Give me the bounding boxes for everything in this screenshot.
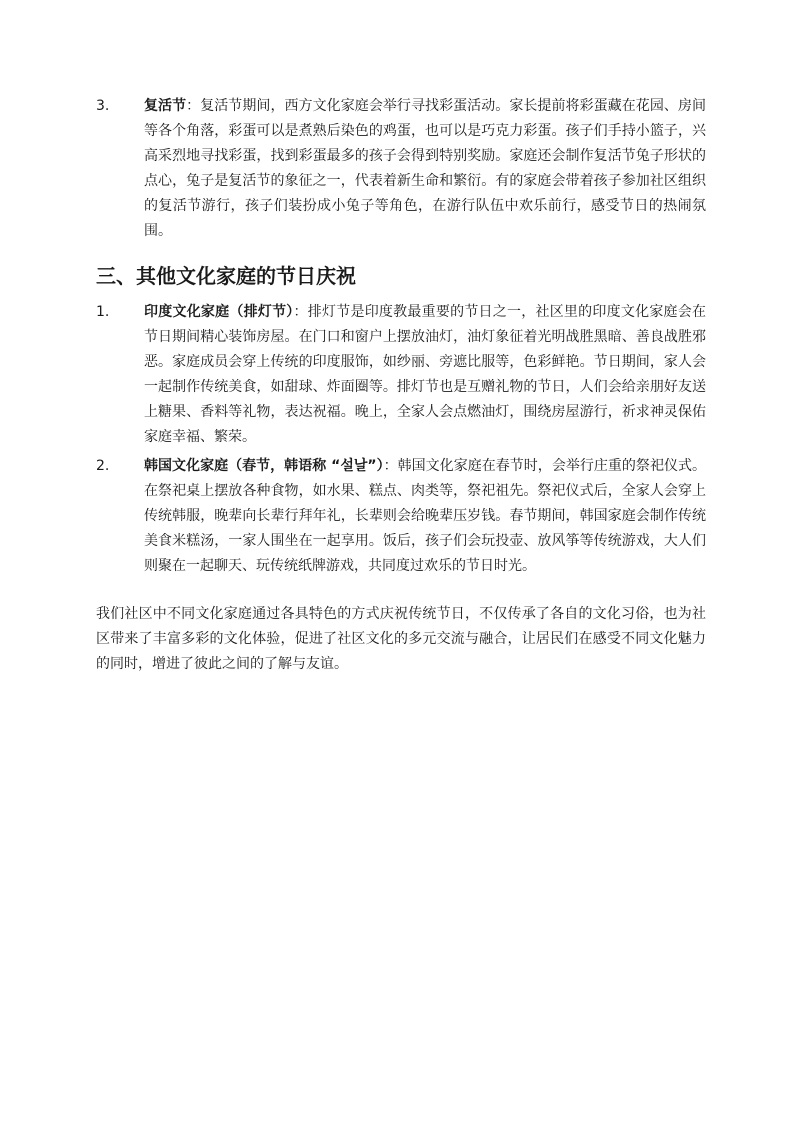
list-item-korea — [96, 454, 706, 579]
list-item-text: ：排灯节是印度教最重要的节日之一，社区里的印度文化家庭会在节日期间精心装饰房屋。在门口和窗户上摆放油灯，油灯象征着光明战胜黑暗、善良战胜邪恶。家庭成员会穿上传统的印度服饰，如纱丽、旁遮比服等，色彩鲜艳。节日期间，家人会一起制作传统美食，如甜球、炸面圈等。排灯节也是互赠礼物的节日，人们会给亲朋好友送上糖果、香料等礼物，表达祝福。晚上，全家人会点燃油灯，围绕房屋游行，祈求神灵保佑家庭幸福、繁荣。 — [144, 304, 707, 445]
section-heading: 三、其他文化家庭的节日庆祝 — [96, 264, 356, 288]
list-number: 2. — [96, 458, 110, 474]
list-item-easter — [96, 94, 706, 244]
list-item-india — [96, 300, 706, 450]
list-number: 1. — [96, 304, 110, 320]
list-item-title: 韩国文化家庭（春节，韩语称 “설날”） — [144, 458, 384, 474]
list-item-text: ：复活节期间，西方文化家庭会举行寻找彩蛋活动。家长提前将彩蛋藏在花园、房间等各个角落，彩蛋可以是煮熟后染色的鸡蛋，也可以是巧克力彩蛋。孩子们手持小篮子，兴高采烈地寻找彩蛋，找到彩蛋最多的孩子会得到特别奖励。家庭还会制作复活节兔子形状的点心，兔子是复活节的象征之一，代表着新生命和繁衍。有的家庭会带着孩子参加社区组织的复活节游行，孩子们装扮成小兔子等角色，在游行队伍中欢乐前行，感受节日的热闹氛围。 — [144, 98, 707, 239]
list-item-text: ：韩国文化家庭在春节时，会举行庄重的祭祀仪式。在祭祀桌上摆放各种食物，如水果、糕点、肉类等，祭祀祖先。祭祀仪式后，全家人会穿上传统韩服，晚辈向长辈行拜年礼，长辈则会给晚辈压岁钱。春节期间，韩国家庭会制作传统美食米糕汤，一家人围坐在一起享用。饭后，孩子们会玩投壶、放风筝等传统游戏，大人们则聚在一起聊天、玩传统纸牌游戏，共同度过欢乐的节日时光。 — [144, 458, 706, 574]
list-item-body — [144, 94, 706, 244]
list-item-body — [144, 300, 706, 450]
list-item-title: 印度文化家庭（排灯节） — [144, 304, 294, 320]
list-number: 3. — [96, 98, 110, 114]
list-item-title: 复活节 — [144, 98, 187, 114]
list-item-body — [144, 454, 706, 579]
closing-paragraph: 我们社区中不同文化家庭通过各具特色的方式庆祝传统节日，不仅传承了各自的文化习俗，也为社区带来了丰富多彩的文化体验，促进了社区文化的多元交流与融合，让居民们在感受不同文化魅力的同时，增进了彼此之间的了解与友谊。 — [96, 606, 706, 672]
